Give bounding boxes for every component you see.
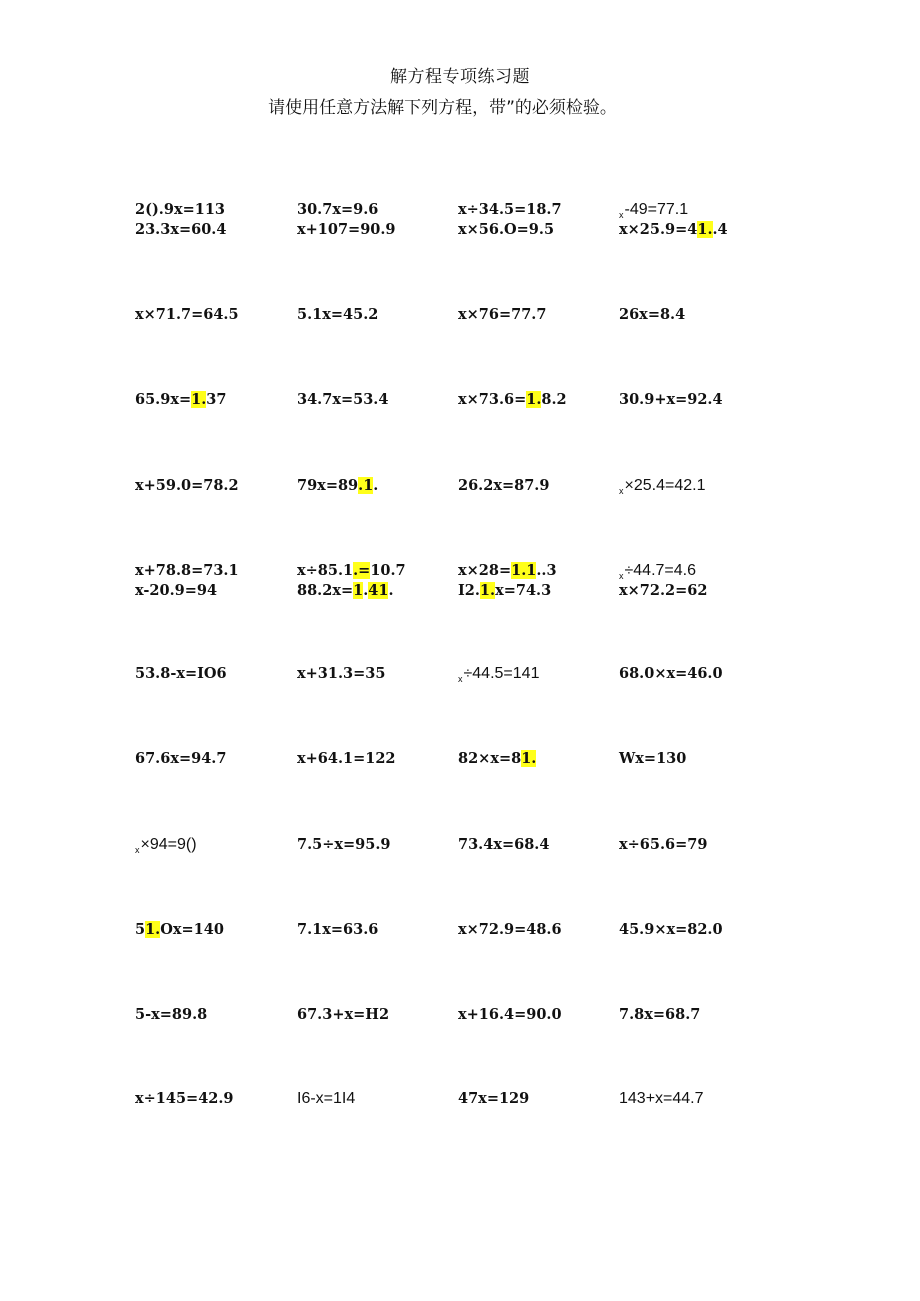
equation: x+107=90.9 [297,221,396,238]
equation: x×28=1.1..3 [458,562,557,579]
equation: 30.9+x=92.4 [619,391,723,408]
equation: x×73.6=1.8.2 [458,391,567,408]
equation: I6-x=1I4 [297,1090,356,1107]
equation: 73.4x=68.4 [458,836,550,853]
equation: $_x$×94=9() [135,836,197,855]
equation: x×71.7=64.5 [135,306,239,323]
equation: $_x$×25.4=42.1 [619,477,706,496]
equation: $_x$÷44.7=4.6 [619,562,697,581]
equation: x×76=77.7 [458,306,547,323]
equation: 82×x=81. [458,750,537,767]
equation: I2.1.x=74.3 [458,582,552,599]
equation: x+59.0=78.2 [135,477,239,494]
equation: x÷85.1.=10.7 [297,562,406,579]
equation: x+16.4=90.0 [458,1006,562,1023]
equation: x×72.9=48.6 [458,921,562,938]
equation: 7.1x=63.6 [297,921,379,938]
equation: x×72.2=62 [619,582,708,599]
equation: 30.7x=9.6 [297,201,379,218]
equation: 79x=89.1. [297,477,379,494]
equation: 7.8x=68.7 [619,1006,701,1023]
equation: 65.9x=1.37 [135,391,227,408]
equation: x÷145=42.9 [135,1090,234,1107]
equation: 5-x=89.8 [135,1006,208,1023]
equation: x+64.1=122 [297,750,396,767]
equation: $_x$÷44.5=141 [458,665,540,684]
equation: x+78.8=73.1 [135,562,239,579]
equation: 2().9x=113 [135,201,226,218]
equation: x+31.3=35 [297,665,386,682]
equation: Wx=130 [619,750,687,767]
equation: 143+x=44.7 [619,1090,704,1107]
equation: 5.1x=45.2 [297,306,379,323]
equation: 53.8-x=IO6 [135,665,227,682]
page-instructions: 请使用任意方法解下列方程，带”的必须检验。 [268,98,617,118]
equation: 51.Ox=140 [135,921,224,938]
equation: 68.0×x=46.0 [619,665,723,682]
equation: 26x=8.4 [619,306,686,323]
equation: 34.7x=53.4 [297,391,389,408]
equation: 88.2x=1.41. [297,582,394,599]
equation: 45.9×x=82.0 [619,921,723,938]
equation: x÷34.5=18.7 [458,201,562,218]
equation: 67.6x=94.7 [135,750,227,767]
equation: x÷65.6=79 [619,836,708,853]
equation: x-20.9=94 [135,582,218,599]
page-title: 解方程专项练习题 [390,67,530,87]
equation: 7.5÷x=95.9 [297,836,391,853]
equation: 67.3+x=H2 [297,1006,390,1023]
equation: x×56.O=9.5 [458,221,555,238]
equation: 23.3x=60.4 [135,221,227,238]
equation: $_x$-49=77.1 [619,201,689,220]
equation: 26.2x=87.9 [458,477,550,494]
equation: 47x=129 [458,1090,530,1107]
equation: x×25.9=41..4 [619,221,728,238]
